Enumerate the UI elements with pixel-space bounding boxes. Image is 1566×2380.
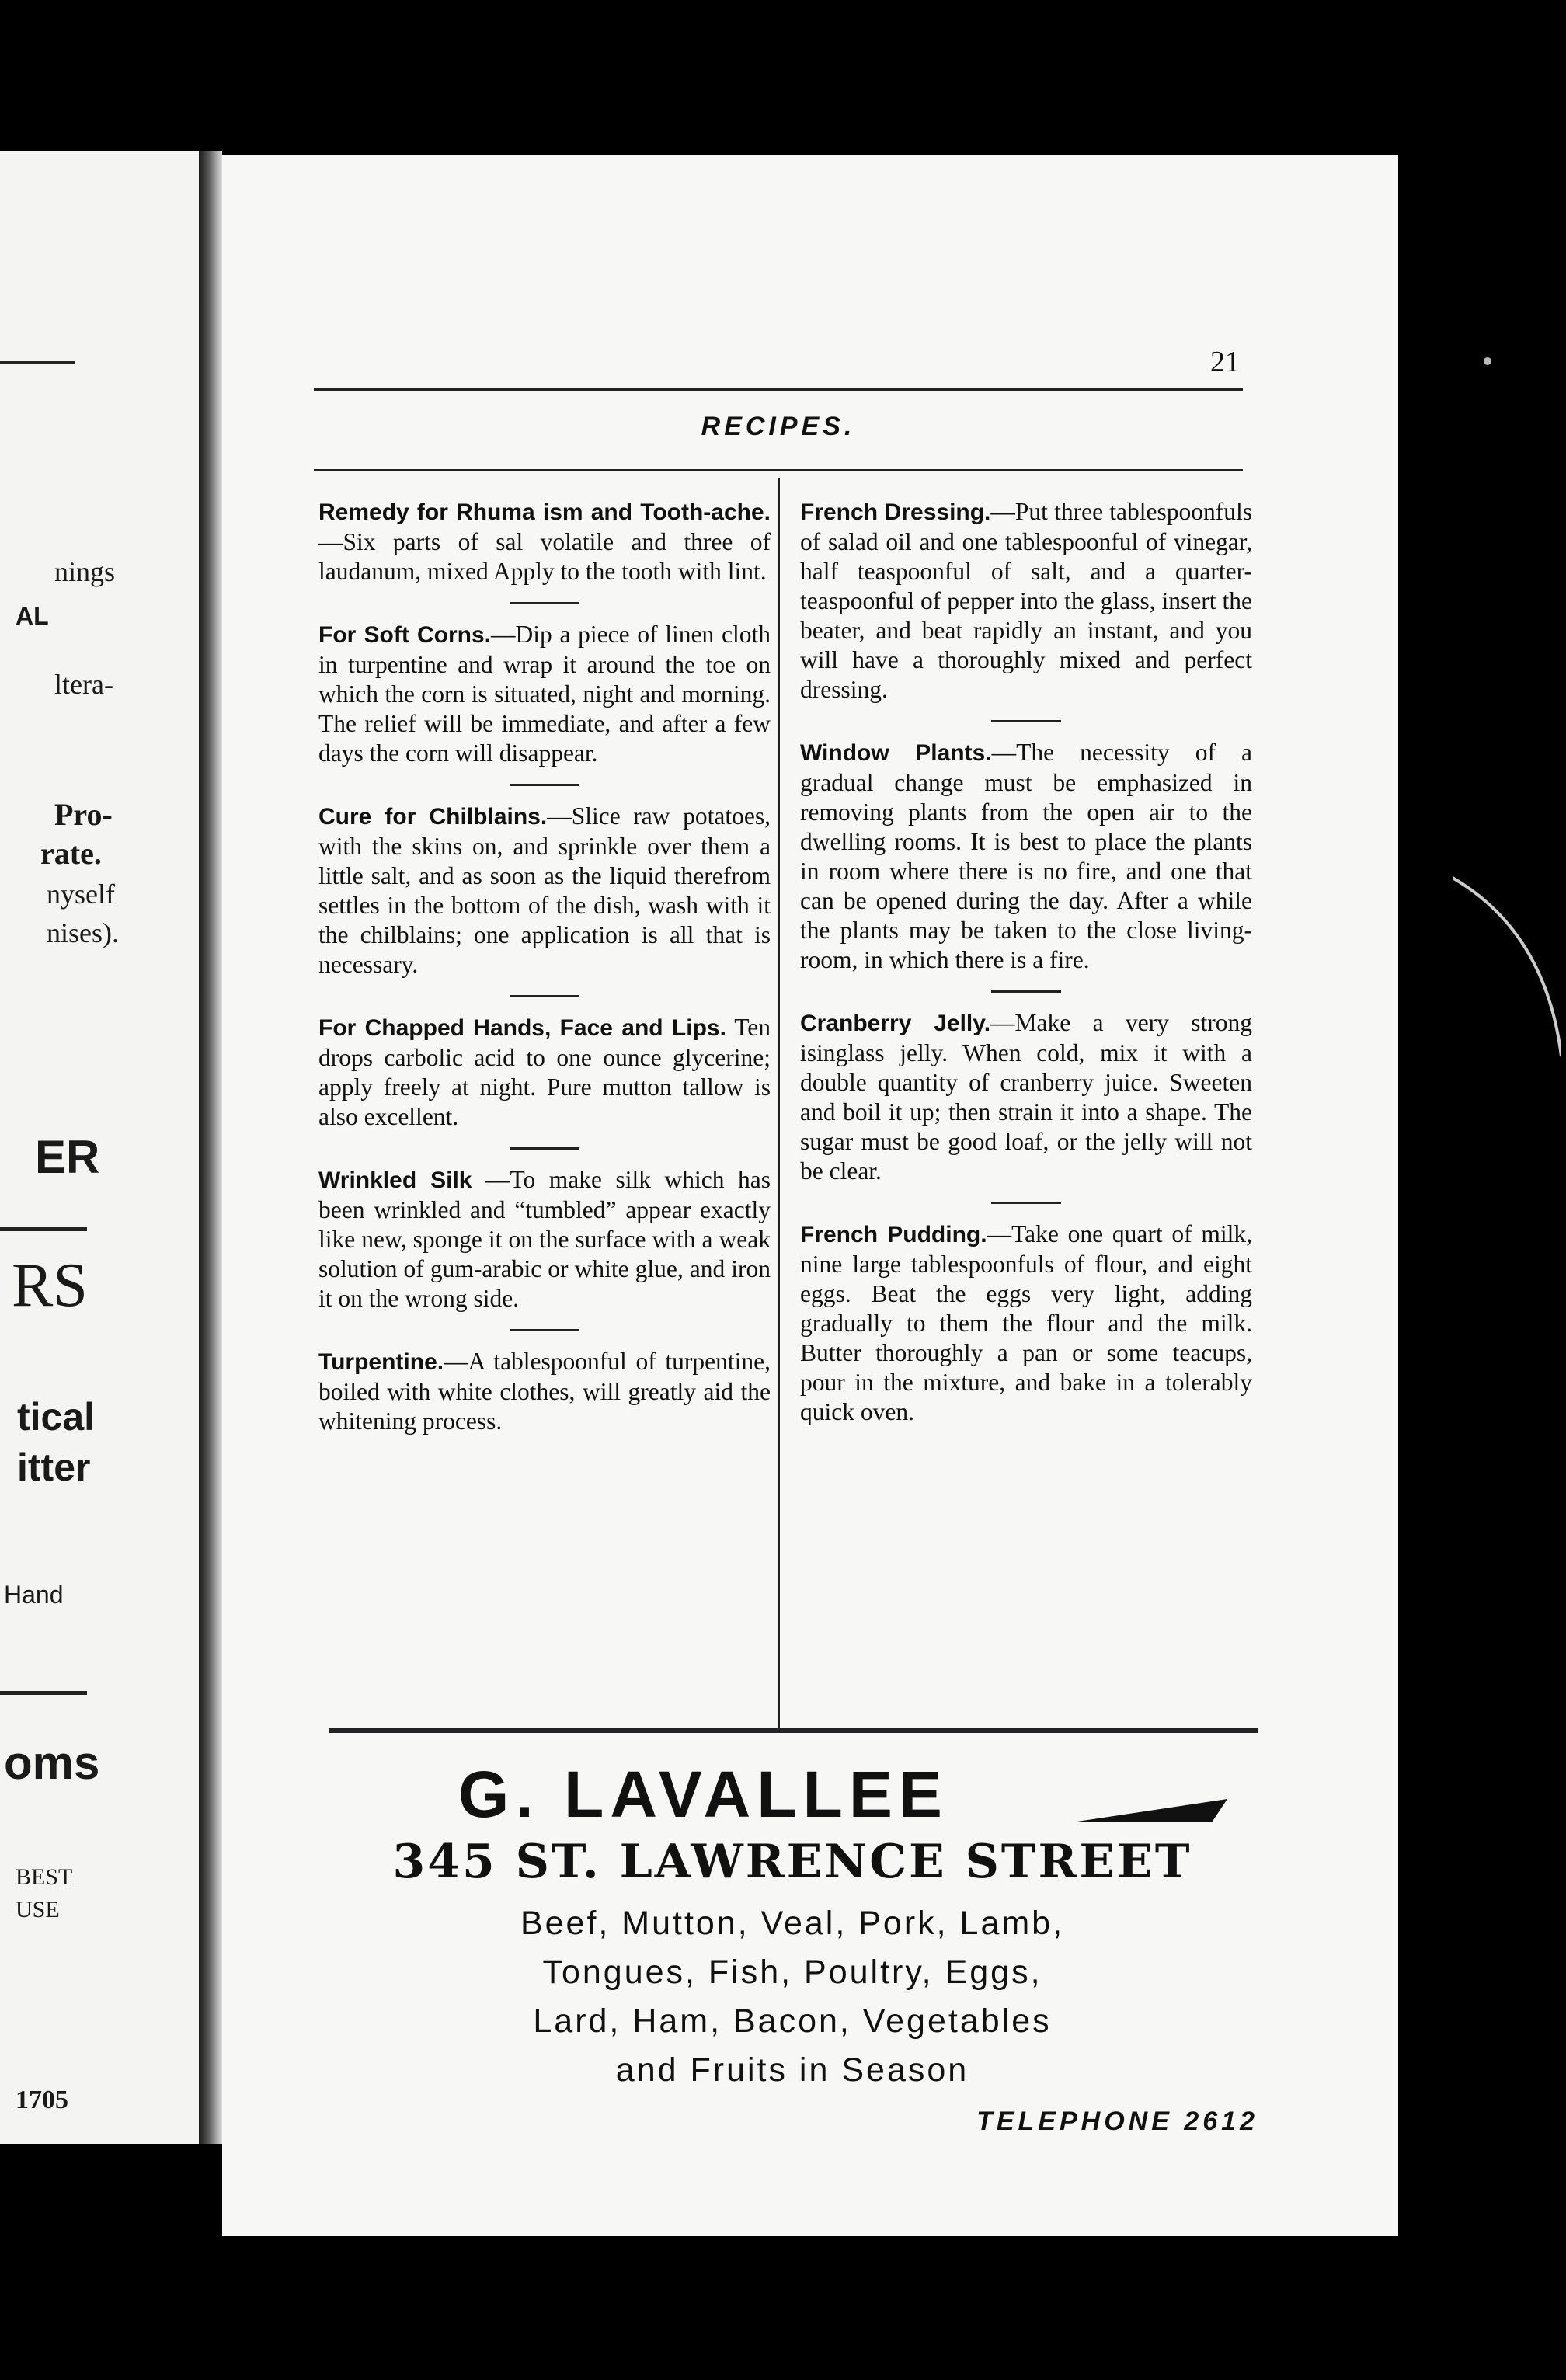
left-fragment: tical [17,1395,96,1439]
advert-wedge-ornament [1072,1794,1227,1825]
left-fragment: rate. [40,836,102,871]
recipe-separator [991,1202,1061,1204]
background-speck [1484,357,1491,365]
header-rule-top [314,388,1243,391]
recipe-title: Remedy for Rhuma ism and Tooth-ache. [318,499,771,525]
recipe-title: French Dressing. [800,499,991,525]
left-fragment: RS [12,1251,88,1320]
recipe-text: —To make silk which has been wrinkled and “tumbled” appear exactly like new, sponge it on the surface with a weak solution of gum-arabic or white glue, and iron it on the wrong side. [318,1166,771,1312]
advert-goods-line: Beef, Mutton, Veal, Pork, Lamb, [520,1905,1065,1942]
left-page-rule [0,1691,87,1695]
left-fragment: ltera- [54,669,113,700]
advert-address: 345 ST. LAWRENCE STREET [392,1835,1192,1889]
header-rule-bottom [314,469,1243,471]
advert-goods-line: Tongues, Fish, Poultry, Eggs, [542,1954,1042,1991]
recipe-title: French Pudding. [800,1222,987,1247]
left-page-rule [0,361,75,364]
recipe-text: —Take one quart of milk, nine large tablespoonfuls of flour, and eight eggs. Beat the eggs very light, adding gradually to them the flour and the milk. Butter thoroughly a pan or some teacups, pour in the mixture, and bake in a tolerably quick oven. [800,1220,1252,1425]
recipe-title: Wrinkled Silk [318,1167,472,1193]
recipe-separator [510,1147,579,1150]
left-page-rule [0,1227,87,1231]
advert-goods-line: and Fruits in Season [615,2051,969,2089]
column-divider [778,478,780,1728]
left-fragment: AL [16,602,49,630]
recipe-title: Cure for Chilblains. [318,804,548,830]
recipe-separator [510,1329,579,1331]
recipe-item [318,497,771,586]
recipe-separator [510,784,579,786]
recipe-item [318,802,771,979]
recipe-text: —Six parts of sal volatile and three of laudanum, mixed Apply to the tooth with lint. [318,528,771,585]
recipe-separator [991,720,1061,722]
recipe-title: Window Plants. [800,740,992,766]
recipe-item [800,738,1252,975]
left-fragment: ER [35,1131,100,1183]
recipe-item [318,1165,771,1314]
left-fragment: nises). [47,917,119,948]
page-gutter [199,151,222,2144]
recipe-separator [510,602,579,604]
recipe-text: —Dip a piece of linen cloth in turpentine and wrap it around the toe on which the corn is situated, night and morning. The relief will be immediate, and after a few days the corn will disappear. [318,621,771,767]
recipe-separator [991,990,1061,993]
left-fragment: BEST [16,1864,73,1890]
left-fragment: itter [17,1446,91,1489]
recipe-title: For Chapped Hands, Face and Lips. [318,1015,726,1041]
advert-business-name: G. LAVALLEE [458,1758,948,1831]
recipe-text: Ten drops carbolic acid to one ounce glycerine; apply freely at night. Pure mutton tallow is also excellent. [318,1014,771,1130]
recipe-item [318,1347,771,1436]
recipe-text: —Slice raw potatoes, with the skins on, and sprinkle over them a little salt, and as soon as the liquid therefrom settles in the bottom of the dish, wash with it the chilblains; one application is all that is necessary. [318,802,771,978]
left-fragment: nings [54,556,116,587]
section-title: RECIPES. [701,412,856,441]
recipe-item [318,620,771,768]
advert-telephone: TELEPHONE 2612 [976,2107,1258,2136]
recipe-text: —A tablespoonful of turpentine, boiled with white clothes, will greatly aid the whitening process. [318,1348,771,1435]
left-recipe-column [318,497,771,1452]
recipe-item [318,1013,771,1132]
page-number: 21 [1210,346,1240,378]
left-fragment: Pro- [54,797,113,832]
left-fragment: Hand [4,1581,64,1609]
recipe-item [800,497,1252,705]
recipe-title: For Soft Corns. [318,622,492,648]
left-facing-page [0,151,199,2144]
advert-goods-line: Lard, Ham, Bacon, Vegetables [533,2002,1052,2040]
background-curve [1453,870,1561,1103]
advert-rule [329,1728,1258,1733]
recipe-text: —Put three tablespoonfuls of salad oil and one tablespoonful of vinegar, half teaspoonful of salt, and a quarter-teaspoonful of pepper into the glass, insert the beater, and beat rapidly an instant, and you will have a thoroughly mixed and perfect dressing. [800,498,1253,703]
recipe-title: Cranberry Jelly. [800,1011,991,1036]
left-fragment: 1705 [16,2086,68,2114]
recipe-title: Turpentine. [318,1349,444,1375]
recipe-text: —The necessity of a gradual change must be emphasized in removing plants from the open air to the dwelling rooms. It is best to place the plants in room where there is no fire, and one that can be opened during the day. After a while the plants may be taken to the close living-room, in which there is a fire. [800,739,1252,973]
recipe-separator [510,995,579,997]
left-fragment: oms [4,1737,100,1789]
recipe-item [800,1008,1252,1186]
recipe-text: —Make a very strong isinglass jelly. When cold, mix it with a double quantity of cranberry juice. Sweeten and boil it up; then strain it into a shape. The sugar must be good loaf, or the jelly will not be clear. [800,1009,1252,1185]
right-recipe-column [800,497,1252,1442]
left-fragment: USE [16,1897,60,1922]
left-fragment: nyself [47,879,115,910]
recipe-item [800,1220,1252,1427]
